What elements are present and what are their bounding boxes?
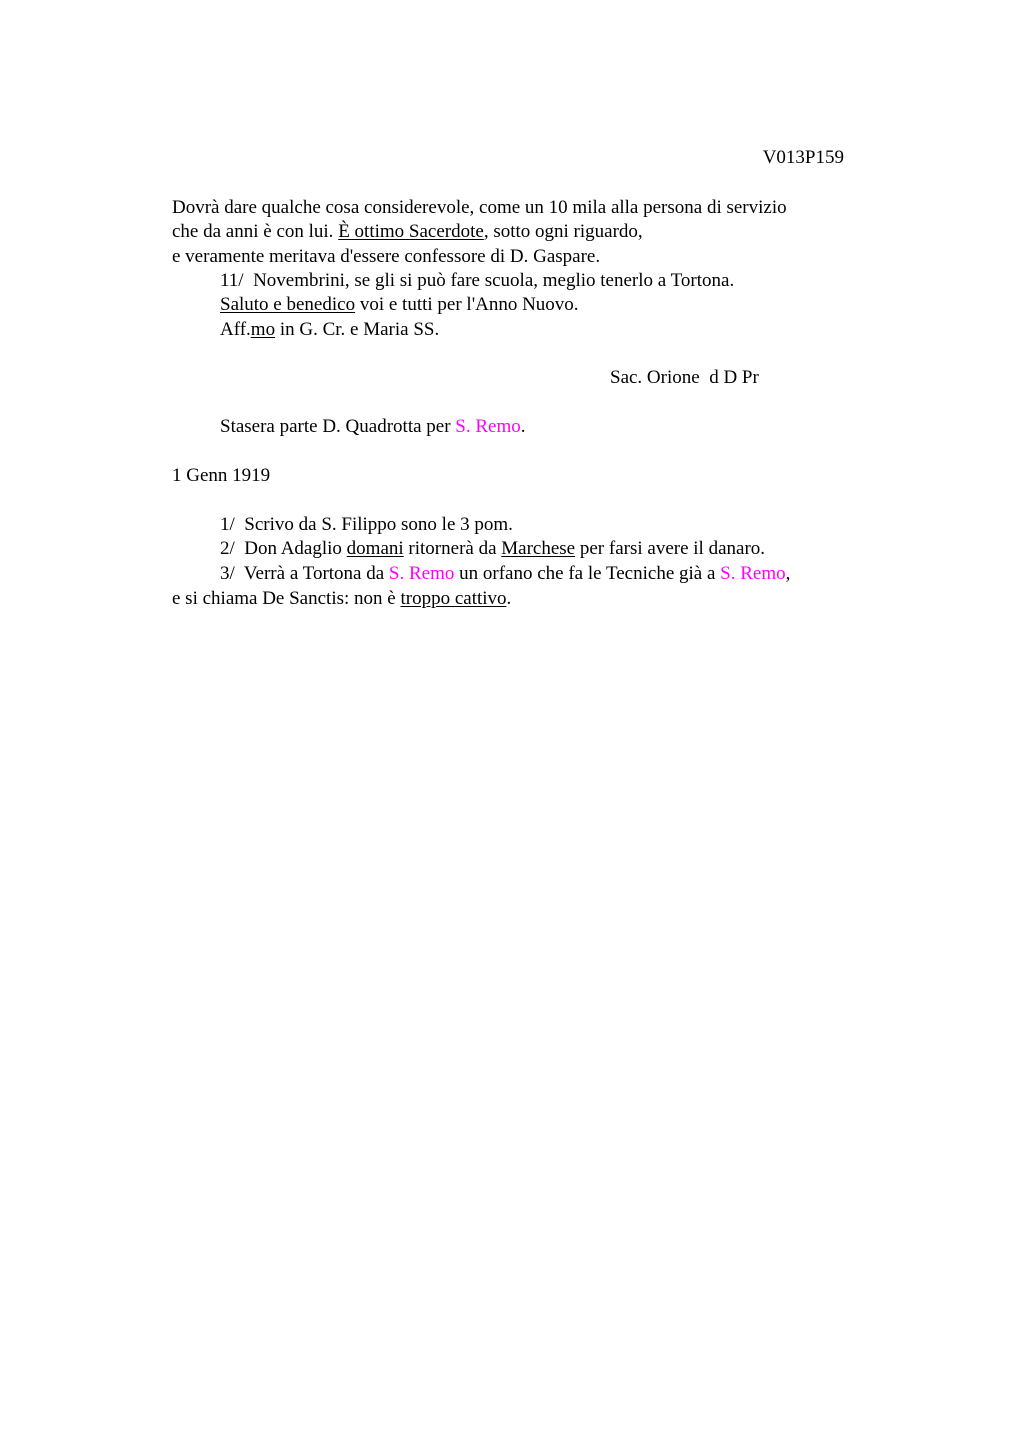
place-name: S. Remo bbox=[720, 563, 786, 584]
place-name: S. Remo bbox=[455, 416, 521, 437]
greeting-line bbox=[220, 293, 579, 317]
text: e si chiama De Sanctis: non è bbox=[172, 588, 401, 609]
paragraph-line bbox=[172, 196, 787, 220]
paragraph-line bbox=[172, 220, 643, 244]
paragraph-line bbox=[172, 245, 600, 269]
text: , bbox=[785, 563, 791, 584]
text: voi e tutti per l'Anno Nuovo. bbox=[355, 294, 579, 315]
text: 2/ Don Adaglio bbox=[220, 538, 347, 559]
text: 3/ Verrà a Tortona da bbox=[220, 563, 389, 584]
list-item: 1/ Scrivo da S. Filippo sono le 3 pom. bbox=[220, 514, 513, 535]
underlined-text: domani bbox=[346, 538, 404, 559]
list-item bbox=[220, 537, 765, 561]
text: , sotto ogni riguardo, bbox=[483, 221, 643, 242]
underlined-text: Marchese bbox=[501, 538, 576, 559]
text: Stasera parte D. Quadrotta per bbox=[220, 416, 456, 437]
document-reference: V013P159 bbox=[762, 147, 844, 168]
signature: Sac. Orione d D Pr bbox=[610, 367, 759, 388]
list-item bbox=[220, 562, 790, 586]
underlined-text: Saluto e benedico bbox=[220, 294, 356, 315]
postscript bbox=[220, 415, 526, 439]
date-line: 1 Genn 1919 bbox=[172, 465, 271, 486]
text: . bbox=[506, 588, 512, 609]
underlined-text: mo bbox=[250, 319, 276, 340]
text: Dovrà dare qualche cosa considerevole, come un 10 mila alla persona di servizio bbox=[172, 197, 787, 218]
item-11: 11/ Novembrini, se gli si può fare scuola, meglio tenerlo a Tortona. bbox=[220, 270, 735, 291]
underlined-text: troppo cattivo bbox=[400, 588, 507, 609]
underlined-text: È ottimo Sacerdote bbox=[338, 221, 484, 242]
list-item-continuation bbox=[172, 587, 511, 611]
closing-line bbox=[220, 318, 439, 342]
text: che da anni è con lui. bbox=[172, 221, 339, 242]
text: . bbox=[520, 416, 526, 437]
text: per farsi avere il danaro. bbox=[575, 538, 766, 559]
text: Aff. bbox=[220, 319, 251, 340]
text: in G. Cr. e Maria SS. bbox=[275, 319, 440, 340]
place-name: S. Remo bbox=[388, 563, 455, 584]
text: ritornerà da bbox=[403, 538, 502, 559]
text: un orfano che fa le Tecniche già a bbox=[454, 563, 721, 584]
text: e veramente meritava d'essere confessore di D. Gaspare. bbox=[172, 246, 601, 267]
